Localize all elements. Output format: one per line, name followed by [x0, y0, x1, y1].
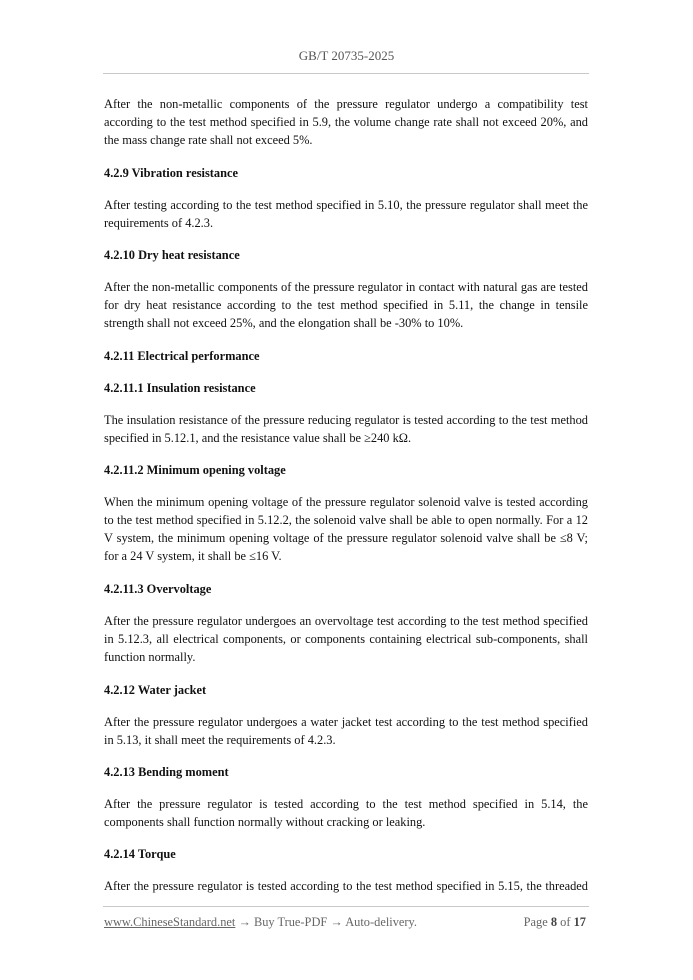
section-heading: 4.2.11.1 Insulation resistance: [104, 381, 256, 395]
arrow-icon: →: [238, 915, 251, 929]
paragraph: After the pressure regulator undergoes a water jacket test according to the test method specified in 5.13, it shall meet the requirements of 4.2.3.: [104, 715, 588, 747]
paragraph: When the minimum opening voltage of the pressure regulator solenoid valve is tested according to the test method specified in 5.12.2, the solenoid valve shall be able to open normally. For a 12 V system, the minimum opening voltage of the pressure regulator solenoid valve shall be ≤8 V; for a 24 V system, it shall be ≤16 V.: [104, 495, 588, 563]
paragraph: The insulation resistance of the pressure reducing regulator is tested according to the test method specified in 5.12.1, and the resistance value shall be ≥240 kΩ.: [104, 413, 588, 445]
page-label: Page: [523, 915, 548, 929]
section-heading: 4.2.12 Water jacket: [104, 683, 207, 697]
page-number: [524, 915, 586, 930]
paragraph: After testing according to the test method specified in 5.10, the pressure regulator shall meet the requirements of 4.2.3.: [104, 198, 588, 230]
paragraph: After the pressure regulator undergoes an overvoltage test according to the test method specified in 5.12.3, all electrical components, or components containing electrical sub-components, shall function normally.: [104, 614, 588, 664]
header-divider: [103, 73, 589, 74]
section-heading: 4.2.11.2 Minimum opening voltage: [104, 463, 286, 477]
website-link[interactable]: www.ChineseStandard.net: [104, 915, 236, 929]
section-heading: 4.2.10 Dry heat resistance: [104, 248, 240, 262]
section-heading: 4.2.13 Bending moment: [104, 765, 229, 779]
total-pages: 17: [573, 915, 586, 929]
footer-divider: [103, 906, 589, 907]
paragraph: After the pressure regulator is tested according to the test method specified in 5.14, the components shall function normally without cracking or leaking.: [104, 797, 588, 829]
section-heading: 4.2.11 Electrical performance: [104, 349, 260, 363]
section-heading: 4.2.14 Torque: [104, 847, 176, 861]
footer-promo: [104, 915, 417, 930]
paragraph: After the non-metallic components of the pressure regulator in contact with natural gas are tested for dry heat resistance according to the test method specified in 5.11, the change in tensile strength shall not exceed 25%, and the elongation shall be -30% to 10%.: [104, 280, 588, 330]
paragraph: After the non-metallic components of the pressure regulator undergo a compatibility test according to the test method specified in 5.9, the volume change rate shall not exceed 20%, and the mass change rate shall not exceed 5%.: [104, 97, 588, 147]
of-label: of: [560, 915, 571, 929]
section-heading: 4.2.9 Vibration resistance: [104, 166, 238, 180]
document-header-title: GB/T 20735-2025: [298, 48, 395, 63]
delivery-text: Auto-delivery.: [345, 915, 418, 929]
buy-text: Buy True-PDF: [253, 915, 328, 929]
section-heading: 4.2.11.3 Overvoltage: [104, 582, 212, 596]
current-page: 8: [550, 915, 558, 929]
arrow-icon: →: [330, 915, 343, 929]
paragraph: After the pressure regulator is tested according to the test method specified in 5.15, the threaded: [104, 879, 588, 893]
